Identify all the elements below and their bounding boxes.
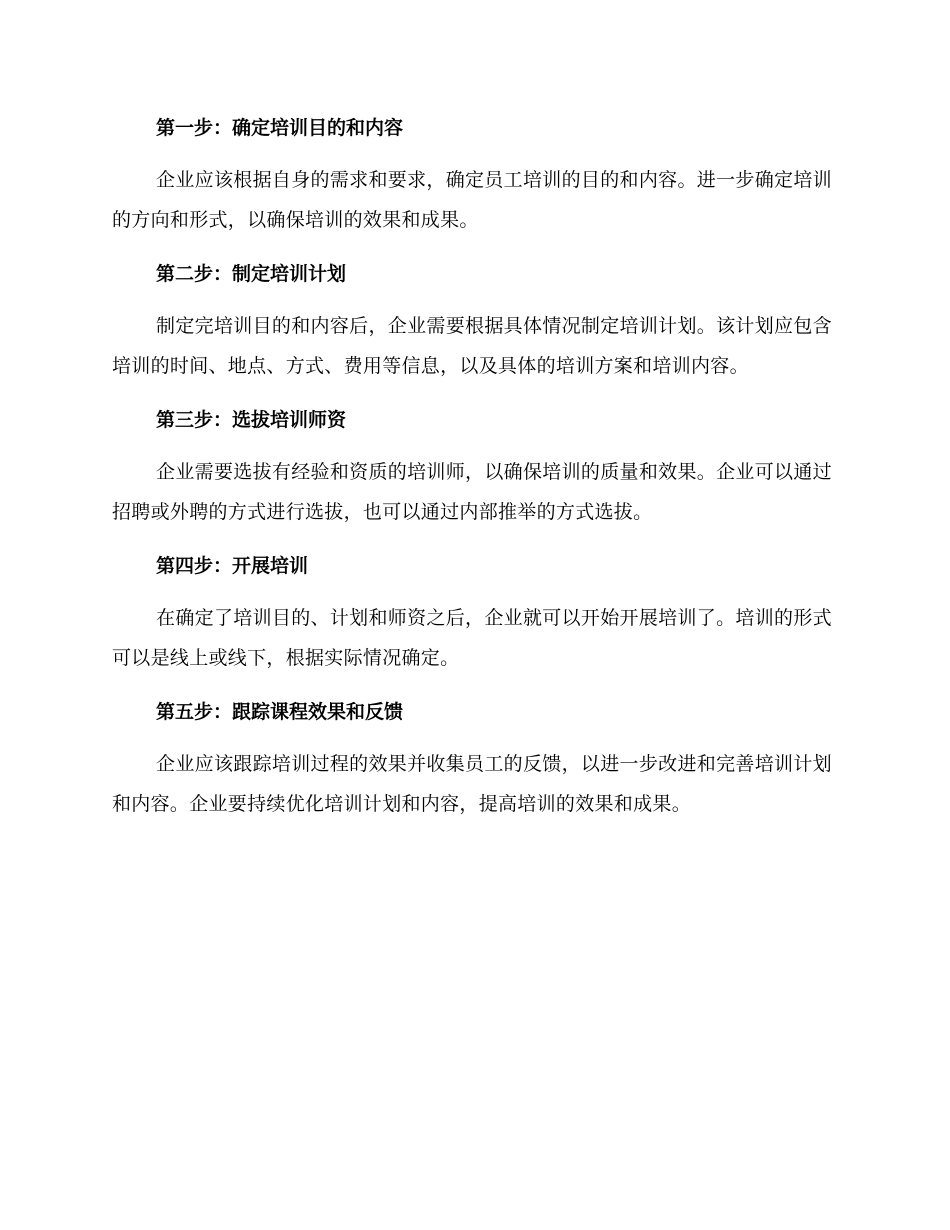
section-body-step-5: 企业应该跟踪培训过程的效果并收集员工的反馈，以进一步改进和完善培训计划和内容。企业要持续优化培训计划和内容，提高培训的效果和成果。 xyxy=(112,753,832,815)
section-body-step-1: 企业应该根据自身的需求和要求，确定员工培训的目的和内容。进一步确定培训的方向和形式，以确保培训的效果和成果。 xyxy=(112,169,832,231)
section-heading-step-2: 第二步：制定培训计划 xyxy=(156,263,347,285)
section-heading-step-1: 第一步：确定培训目的和内容 xyxy=(156,117,404,139)
section-heading-step-5: 第五步：跟踪课程效果和反馈 xyxy=(156,701,404,723)
section-heading-step-4: 第四步：开展培训 xyxy=(156,555,309,577)
section-body-step-4: 在确定了培训目的、计划和师资之后，企业就可以开始开展培训了。培训的形式可以是线上或线下，根据实际情况确定。 xyxy=(112,607,832,669)
section-body-step-2: 制定完培训目的和内容后，企业需要根据具体情况制定培训计划。该计划应包含培训的时间、地点、方式、费用等信息，以及具体的培训方案和培训内容。 xyxy=(112,315,832,377)
section-heading-step-3: 第三步：选拔培训师资 xyxy=(156,409,347,431)
section-body-step-3: 企业需要选拔有经验和资质的培训师，以确保培训的质量和效果。企业可以通过招聘或外聘的方式进行选拔，也可以通过内部推举的方式选拔。 xyxy=(112,461,832,523)
document-content xyxy=(112,108,832,838)
